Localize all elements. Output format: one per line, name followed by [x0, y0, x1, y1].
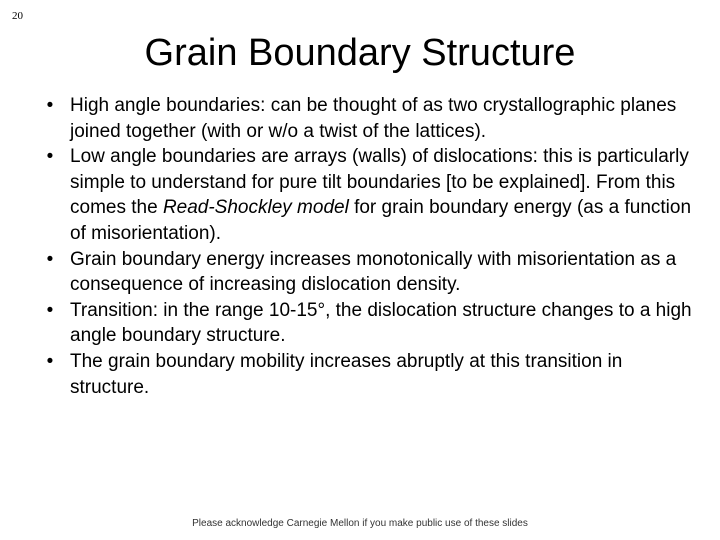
bullet-item-energy: [42, 247, 702, 298]
bullet-item-mobility: [42, 349, 702, 400]
bullet-item-high-angle: [42, 93, 702, 144]
bullet-text: The grain boundary mobility increases abruptly at this transition in structure.: [70, 350, 623, 398]
page-number: 20: [12, 10, 23, 22]
bullet-dot-icon: •: [46, 146, 54, 168]
bullet-item-low-angle: [42, 144, 702, 246]
footer-note: Please acknowledge Carnegie Mellon if you make public use of these slides: [192, 518, 528, 529]
bullet-list: [42, 93, 702, 400]
bullet-text: High angle boundaries: can be thought of as two crystallographic planes joined together (with or w/o a twist of the lattices).: [70, 95, 677, 142]
bullet-text-after: for grain boundary energy (as a function of misorientation).: [70, 197, 692, 244]
bullet-dot-icon: •: [46, 95, 54, 116]
slide-title: Grain Boundary Structure: [144, 32, 576, 74]
bullet-text-before: Low angle boundaries are arrays (walls) of dislocations: this is particularly simple to understand for pure tilt boundaries [to be explained]. From this comes the: [70, 146, 689, 219]
bullet-dot-icon: •: [46, 248, 54, 270]
bullet-dot-icon: •: [46, 350, 54, 372]
bullet-text: Transition: in the range 10-15°, the dislocation structure changes to a high angle boundary structure.: [70, 299, 692, 347]
read-shockley-emphasis: Read-Shockley model: [162, 197, 349, 219]
bullet-item-transition: [42, 298, 702, 349]
bullet-dot-icon: •: [46, 299, 54, 321]
bullet-text: Grain boundary energy increases monotonically with misorientation as a consequence of increasing dislocation density.: [70, 248, 677, 296]
